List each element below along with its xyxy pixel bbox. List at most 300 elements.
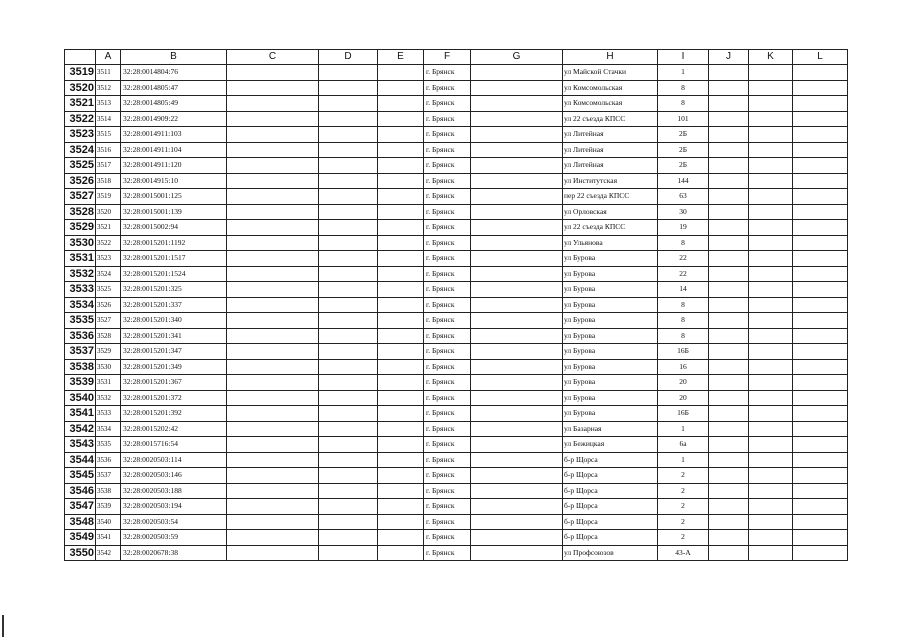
cell-l[interactable] — [793, 142, 848, 158]
cell-d[interactable] — [319, 328, 378, 344]
cell-h[interactable]: б-р Щорса — [563, 514, 658, 530]
cell-g[interactable] — [471, 375, 563, 391]
cell-c[interactable] — [227, 328, 319, 344]
cell-l[interactable] — [793, 80, 848, 96]
cell-e[interactable] — [378, 282, 424, 298]
cell-f[interactable]: г. Брянск — [424, 421, 471, 437]
cell-l[interactable] — [793, 468, 848, 484]
cell-a[interactable]: 3512 — [96, 80, 121, 96]
row-number[interactable]: 3542 — [65, 421, 96, 437]
cell-e[interactable] — [378, 127, 424, 143]
cell-a[interactable]: 3533 — [96, 406, 121, 422]
cell-k[interactable] — [749, 235, 793, 251]
cell-f[interactable]: г. Брянск — [424, 220, 471, 236]
cell-b[interactable]: 32:28:0015201:1517 — [121, 251, 227, 267]
row-number[interactable]: 3535 — [65, 313, 96, 329]
cell-i[interactable]: 16 — [658, 359, 709, 375]
cell-e[interactable] — [378, 406, 424, 422]
cell-h[interactable]: ул Орловская — [563, 204, 658, 220]
cell-c[interactable] — [227, 530, 319, 546]
cell-h[interactable]: пер 22 съезда КПСС — [563, 189, 658, 205]
cell-j[interactable] — [709, 313, 749, 329]
cell-k[interactable] — [749, 359, 793, 375]
row-number[interactable]: 3521 — [65, 96, 96, 112]
cell-a[interactable]: 3519 — [96, 189, 121, 205]
cell-j[interactable] — [709, 204, 749, 220]
cell-e[interactable] — [378, 530, 424, 546]
cell-f[interactable]: г. Брянск — [424, 158, 471, 174]
cell-h[interactable]: ул Институтская — [563, 173, 658, 189]
cell-k[interactable] — [749, 375, 793, 391]
cell-l[interactable] — [793, 220, 848, 236]
cell-g[interactable] — [471, 158, 563, 174]
cell-j[interactable] — [709, 65, 749, 81]
cell-h[interactable]: ул Литейная — [563, 127, 658, 143]
cell-d[interactable] — [319, 204, 378, 220]
cell-i[interactable]: 1 — [658, 421, 709, 437]
cell-h[interactable]: ул Бурова — [563, 390, 658, 406]
row-number[interactable]: 3541 — [65, 406, 96, 422]
cell-i[interactable]: 2 — [658, 530, 709, 546]
column-header[interactable]: K — [749, 50, 793, 65]
cell-a[interactable]: 3518 — [96, 173, 121, 189]
cell-f[interactable]: г. Брянск — [424, 204, 471, 220]
row-number[interactable]: 3534 — [65, 297, 96, 313]
cell-f[interactable]: г. Брянск — [424, 111, 471, 127]
cell-j[interactable] — [709, 468, 749, 484]
row-number[interactable]: 3520 — [65, 80, 96, 96]
row-number[interactable]: 3544 — [65, 452, 96, 468]
cell-i[interactable]: 2 — [658, 514, 709, 530]
cell-l[interactable] — [793, 406, 848, 422]
cell-k[interactable] — [749, 282, 793, 298]
cell-d[interactable] — [319, 266, 378, 282]
cell-j[interactable] — [709, 297, 749, 313]
cell-k[interactable] — [749, 421, 793, 437]
cell-b[interactable]: 32:28:0015001:139 — [121, 204, 227, 220]
cell-e[interactable] — [378, 390, 424, 406]
corner-cell[interactable] — [65, 50, 96, 65]
cell-a[interactable]: 3535 — [96, 437, 121, 453]
cell-k[interactable] — [749, 220, 793, 236]
cell-f[interactable]: г. Брянск — [424, 313, 471, 329]
cell-i[interactable]: 30 — [658, 204, 709, 220]
cell-d[interactable] — [319, 297, 378, 313]
cell-e[interactable] — [378, 514, 424, 530]
column-header[interactable]: I — [658, 50, 709, 65]
cell-g[interactable] — [471, 514, 563, 530]
cell-e[interactable] — [378, 421, 424, 437]
column-header[interactable]: J — [709, 50, 749, 65]
row-number[interactable]: 3522 — [65, 111, 96, 127]
row-number[interactable]: 3546 — [65, 483, 96, 499]
cell-g[interactable] — [471, 297, 563, 313]
cell-d[interactable] — [319, 251, 378, 267]
cell-k[interactable] — [749, 437, 793, 453]
cell-i[interactable]: 2Б — [658, 127, 709, 143]
cell-i[interactable]: 8 — [658, 313, 709, 329]
cell-b[interactable]: 32:28:0014804:76 — [121, 65, 227, 81]
cell-h[interactable]: ул Бурова — [563, 251, 658, 267]
cell-a[interactable]: 3531 — [96, 375, 121, 391]
cell-b[interactable]: 32:28:0020503:188 — [121, 483, 227, 499]
cell-j[interactable] — [709, 452, 749, 468]
cell-e[interactable] — [378, 235, 424, 251]
cell-i[interactable]: 43-А — [658, 545, 709, 561]
cell-b[interactable]: 32:28:0015201:337 — [121, 297, 227, 313]
cell-f[interactable]: г. Брянск — [424, 390, 471, 406]
row-number[interactable]: 3527 — [65, 189, 96, 205]
cell-h[interactable]: ул Бурова — [563, 359, 658, 375]
cell-a[interactable]: 3521 — [96, 220, 121, 236]
cell-g[interactable] — [471, 173, 563, 189]
cell-c[interactable] — [227, 468, 319, 484]
cell-d[interactable] — [319, 173, 378, 189]
cell-k[interactable] — [749, 452, 793, 468]
cell-k[interactable] — [749, 80, 793, 96]
cell-a[interactable]: 3532 — [96, 390, 121, 406]
cell-c[interactable] — [227, 80, 319, 96]
cell-d[interactable] — [319, 468, 378, 484]
cell-i[interactable]: 19 — [658, 220, 709, 236]
cell-b[interactable]: 32:28:0015201:340 — [121, 313, 227, 329]
cell-l[interactable] — [793, 514, 848, 530]
cell-i[interactable]: 22 — [658, 251, 709, 267]
cell-h[interactable]: ул Бурова — [563, 328, 658, 344]
cell-h[interactable]: ул Майской Стачки — [563, 65, 658, 81]
cell-l[interactable] — [793, 390, 848, 406]
cell-l[interactable] — [793, 375, 848, 391]
row-number[interactable]: 3529 — [65, 220, 96, 236]
cell-j[interactable] — [709, 282, 749, 298]
cell-c[interactable] — [227, 96, 319, 112]
cell-j[interactable] — [709, 235, 749, 251]
column-header[interactable]: H — [563, 50, 658, 65]
cell-c[interactable] — [227, 235, 319, 251]
cell-d[interactable] — [319, 235, 378, 251]
cell-d[interactable] — [319, 437, 378, 453]
cell-j[interactable] — [709, 96, 749, 112]
cell-j[interactable] — [709, 111, 749, 127]
cell-d[interactable] — [319, 80, 378, 96]
cell-e[interactable] — [378, 220, 424, 236]
cell-k[interactable] — [749, 173, 793, 189]
row-number[interactable]: 3550 — [65, 545, 96, 561]
cell-b[interactable]: 32:28:0015716:54 — [121, 437, 227, 453]
cell-l[interactable] — [793, 282, 848, 298]
cell-e[interactable] — [378, 545, 424, 561]
cell-c[interactable] — [227, 545, 319, 561]
row-number[interactable]: 3533 — [65, 282, 96, 298]
cell-i[interactable]: 2 — [658, 483, 709, 499]
cell-l[interactable] — [793, 344, 848, 360]
cell-a[interactable]: 3515 — [96, 127, 121, 143]
cell-k[interactable] — [749, 390, 793, 406]
cell-l[interactable] — [793, 499, 848, 515]
cell-b[interactable]: 32:28:0014805:47 — [121, 80, 227, 96]
row-number[interactable]: 3547 — [65, 499, 96, 515]
cell-e[interactable] — [378, 204, 424, 220]
cell-g[interactable] — [471, 235, 563, 251]
cell-a[interactable]: 3542 — [96, 545, 121, 561]
cell-g[interactable] — [471, 220, 563, 236]
cell-l[interactable] — [793, 189, 848, 205]
cell-j[interactable] — [709, 421, 749, 437]
cell-l[interactable] — [793, 173, 848, 189]
cell-d[interactable] — [319, 530, 378, 546]
cell-b[interactable]: 32:28:0020503:54 — [121, 514, 227, 530]
cell-k[interactable] — [749, 189, 793, 205]
cell-f[interactable]: г. Брянск — [424, 173, 471, 189]
cell-c[interactable] — [227, 514, 319, 530]
cell-j[interactable] — [709, 545, 749, 561]
cell-e[interactable] — [378, 313, 424, 329]
cell-g[interactable] — [471, 437, 563, 453]
cell-l[interactable] — [793, 313, 848, 329]
cell-c[interactable] — [227, 142, 319, 158]
cell-c[interactable] — [227, 344, 319, 360]
cell-h[interactable]: ул Бурова — [563, 282, 658, 298]
cell-g[interactable] — [471, 328, 563, 344]
cell-g[interactable] — [471, 111, 563, 127]
cell-f[interactable]: г. Брянск — [424, 80, 471, 96]
cell-d[interactable] — [319, 359, 378, 375]
cell-c[interactable] — [227, 390, 319, 406]
cell-i[interactable]: 101 — [658, 111, 709, 127]
cell-c[interactable] — [227, 499, 319, 515]
cell-e[interactable] — [378, 111, 424, 127]
cell-l[interactable] — [793, 111, 848, 127]
cell-g[interactable] — [471, 499, 563, 515]
cell-i[interactable]: 1 — [658, 452, 709, 468]
cell-h[interactable]: ул Комсомольская — [563, 96, 658, 112]
cell-k[interactable] — [749, 204, 793, 220]
cell-j[interactable] — [709, 344, 749, 360]
cell-d[interactable] — [319, 158, 378, 174]
cell-d[interactable] — [319, 452, 378, 468]
cell-g[interactable] — [471, 530, 563, 546]
cell-b[interactable]: 32:28:0014911:120 — [121, 158, 227, 174]
cell-b[interactable]: 32:28:0014909:22 — [121, 111, 227, 127]
cell-c[interactable] — [227, 421, 319, 437]
cell-b[interactable]: 32:28:0020503:59 — [121, 530, 227, 546]
cell-l[interactable] — [793, 127, 848, 143]
cell-a[interactable]: 3528 — [96, 328, 121, 344]
cell-a[interactable]: 3527 — [96, 313, 121, 329]
cell-k[interactable] — [749, 468, 793, 484]
cell-f[interactable]: г. Брянск — [424, 514, 471, 530]
cell-i[interactable]: 16Б — [658, 344, 709, 360]
cell-e[interactable] — [378, 344, 424, 360]
cell-d[interactable] — [319, 313, 378, 329]
cell-f[interactable]: г. Брянск — [424, 545, 471, 561]
cell-c[interactable] — [227, 173, 319, 189]
cell-d[interactable] — [319, 282, 378, 298]
cell-i[interactable]: 2Б — [658, 142, 709, 158]
cell-j[interactable] — [709, 390, 749, 406]
cell-j[interactable] — [709, 266, 749, 282]
cell-d[interactable] — [319, 189, 378, 205]
cell-l[interactable] — [793, 328, 848, 344]
cell-f[interactable]: г. Брянск — [424, 530, 471, 546]
column-header[interactable]: A — [96, 50, 121, 65]
cell-c[interactable] — [227, 127, 319, 143]
cell-c[interactable] — [227, 189, 319, 205]
cell-g[interactable] — [471, 80, 563, 96]
cell-f[interactable]: г. Брянск — [424, 297, 471, 313]
cell-j[interactable] — [709, 483, 749, 499]
cell-g[interactable] — [471, 65, 563, 81]
cell-h[interactable]: ул Бурова — [563, 406, 658, 422]
cell-l[interactable] — [793, 359, 848, 375]
cell-i[interactable]: 6а — [658, 437, 709, 453]
cell-e[interactable] — [378, 173, 424, 189]
cell-c[interactable] — [227, 111, 319, 127]
cell-d[interactable] — [319, 421, 378, 437]
cell-f[interactable]: г. Брянск — [424, 375, 471, 391]
cell-j[interactable] — [709, 220, 749, 236]
cell-k[interactable] — [749, 328, 793, 344]
cell-h[interactable]: ул 22 съезда КПСС — [563, 220, 658, 236]
cell-k[interactable] — [749, 142, 793, 158]
cell-f[interactable]: г. Брянск — [424, 96, 471, 112]
cell-g[interactable] — [471, 545, 563, 561]
cell-e[interactable] — [378, 359, 424, 375]
cell-j[interactable] — [709, 359, 749, 375]
cell-i[interactable]: 2Б — [658, 158, 709, 174]
cell-j[interactable] — [709, 530, 749, 546]
cell-d[interactable] — [319, 65, 378, 81]
cell-e[interactable] — [378, 80, 424, 96]
row-number[interactable]: 3524 — [65, 142, 96, 158]
column-header[interactable]: E — [378, 50, 424, 65]
cell-f[interactable]: г. Брянск — [424, 127, 471, 143]
cell-j[interactable] — [709, 158, 749, 174]
cell-f[interactable]: г. Брянск — [424, 452, 471, 468]
cell-i[interactable]: 8 — [658, 96, 709, 112]
cell-d[interactable] — [319, 514, 378, 530]
cell-g[interactable] — [471, 127, 563, 143]
cell-e[interactable] — [378, 375, 424, 391]
cell-d[interactable] — [319, 111, 378, 127]
cell-i[interactable]: 63 — [658, 189, 709, 205]
cell-e[interactable] — [378, 499, 424, 515]
cell-b[interactable]: 32:28:0020503:146 — [121, 468, 227, 484]
cell-f[interactable]: г. Брянск — [424, 437, 471, 453]
cell-i[interactable]: 16Б — [658, 406, 709, 422]
cell-e[interactable] — [378, 158, 424, 174]
row-number[interactable]: 3523 — [65, 127, 96, 143]
row-number[interactable]: 3525 — [65, 158, 96, 174]
cell-a[interactable]: 3511 — [96, 65, 121, 81]
cell-g[interactable] — [471, 96, 563, 112]
column-header[interactable]: F — [424, 50, 471, 65]
cell-j[interactable] — [709, 189, 749, 205]
row-number[interactable]: 3519 — [65, 65, 96, 81]
cell-k[interactable] — [749, 483, 793, 499]
cell-f[interactable]: г. Брянск — [424, 282, 471, 298]
cell-b[interactable]: 32:28:0014915:10 — [121, 173, 227, 189]
cell-c[interactable] — [227, 297, 319, 313]
cell-f[interactable]: г. Брянск — [424, 266, 471, 282]
cell-g[interactable] — [471, 313, 563, 329]
cell-l[interactable] — [793, 437, 848, 453]
cell-c[interactable] — [227, 65, 319, 81]
cell-e[interactable] — [378, 468, 424, 484]
cell-j[interactable] — [709, 173, 749, 189]
cell-b[interactable]: 32:28:0015002:94 — [121, 220, 227, 236]
cell-f[interactable]: г. Брянск — [424, 406, 471, 422]
row-number[interactable]: 3545 — [65, 468, 96, 484]
cell-e[interactable] — [378, 65, 424, 81]
cell-d[interactable] — [319, 390, 378, 406]
cell-g[interactable] — [471, 142, 563, 158]
cell-d[interactable] — [319, 499, 378, 515]
cell-e[interactable] — [378, 266, 424, 282]
cell-a[interactable]: 3525 — [96, 282, 121, 298]
column-header[interactable]: G — [471, 50, 563, 65]
cell-l[interactable] — [793, 158, 848, 174]
cell-a[interactable]: 3513 — [96, 96, 121, 112]
cell-j[interactable] — [709, 514, 749, 530]
cell-b[interactable]: 32:28:0015202:42 — [121, 421, 227, 437]
cell-b[interactable]: 32:28:0015201:367 — [121, 375, 227, 391]
cell-h[interactable]: б-р Щорса — [563, 483, 658, 499]
cell-i[interactable]: 2 — [658, 468, 709, 484]
row-number[interactable]: 3548 — [65, 514, 96, 530]
cell-l[interactable] — [793, 297, 848, 313]
row-number[interactable]: 3539 — [65, 375, 96, 391]
cell-g[interactable] — [471, 282, 563, 298]
cell-e[interactable] — [378, 96, 424, 112]
cell-b[interactable]: 32:28:0015201:392 — [121, 406, 227, 422]
cell-k[interactable] — [749, 406, 793, 422]
cell-h[interactable]: ул Бурова — [563, 297, 658, 313]
cell-h[interactable]: ул Бурова — [563, 266, 658, 282]
cell-i[interactable]: 2 — [658, 499, 709, 515]
row-number[interactable]: 3536 — [65, 328, 96, 344]
cell-l[interactable] — [793, 545, 848, 561]
cell-c[interactable] — [227, 437, 319, 453]
cell-b[interactable]: 32:28:0015201:1192 — [121, 235, 227, 251]
cell-h[interactable]: б-р Щорса — [563, 468, 658, 484]
cell-k[interactable] — [749, 313, 793, 329]
cell-d[interactable] — [319, 96, 378, 112]
cell-f[interactable]: г. Брянск — [424, 65, 471, 81]
cell-f[interactable]: г. Брянск — [424, 235, 471, 251]
cell-c[interactable] — [227, 266, 319, 282]
cell-l[interactable] — [793, 96, 848, 112]
cell-f[interactable]: г. Брянск — [424, 468, 471, 484]
cell-b[interactable]: 32:28:0014911:104 — [121, 142, 227, 158]
cell-c[interactable] — [227, 406, 319, 422]
cell-j[interactable] — [709, 142, 749, 158]
cell-a[interactable]: 3520 — [96, 204, 121, 220]
cell-a[interactable]: 3538 — [96, 483, 121, 499]
cell-l[interactable] — [793, 483, 848, 499]
cell-i[interactable]: 144 — [658, 173, 709, 189]
cell-g[interactable] — [471, 359, 563, 375]
cell-i[interactable]: 8 — [658, 235, 709, 251]
cell-b[interactable]: 32:28:0015201:372 — [121, 390, 227, 406]
cell-c[interactable] — [227, 204, 319, 220]
cell-a[interactable]: 3524 — [96, 266, 121, 282]
row-number[interactable]: 3543 — [65, 437, 96, 453]
cell-d[interactable] — [319, 483, 378, 499]
cell-k[interactable] — [749, 251, 793, 267]
cell-g[interactable] — [471, 452, 563, 468]
cell-d[interactable] — [319, 344, 378, 360]
